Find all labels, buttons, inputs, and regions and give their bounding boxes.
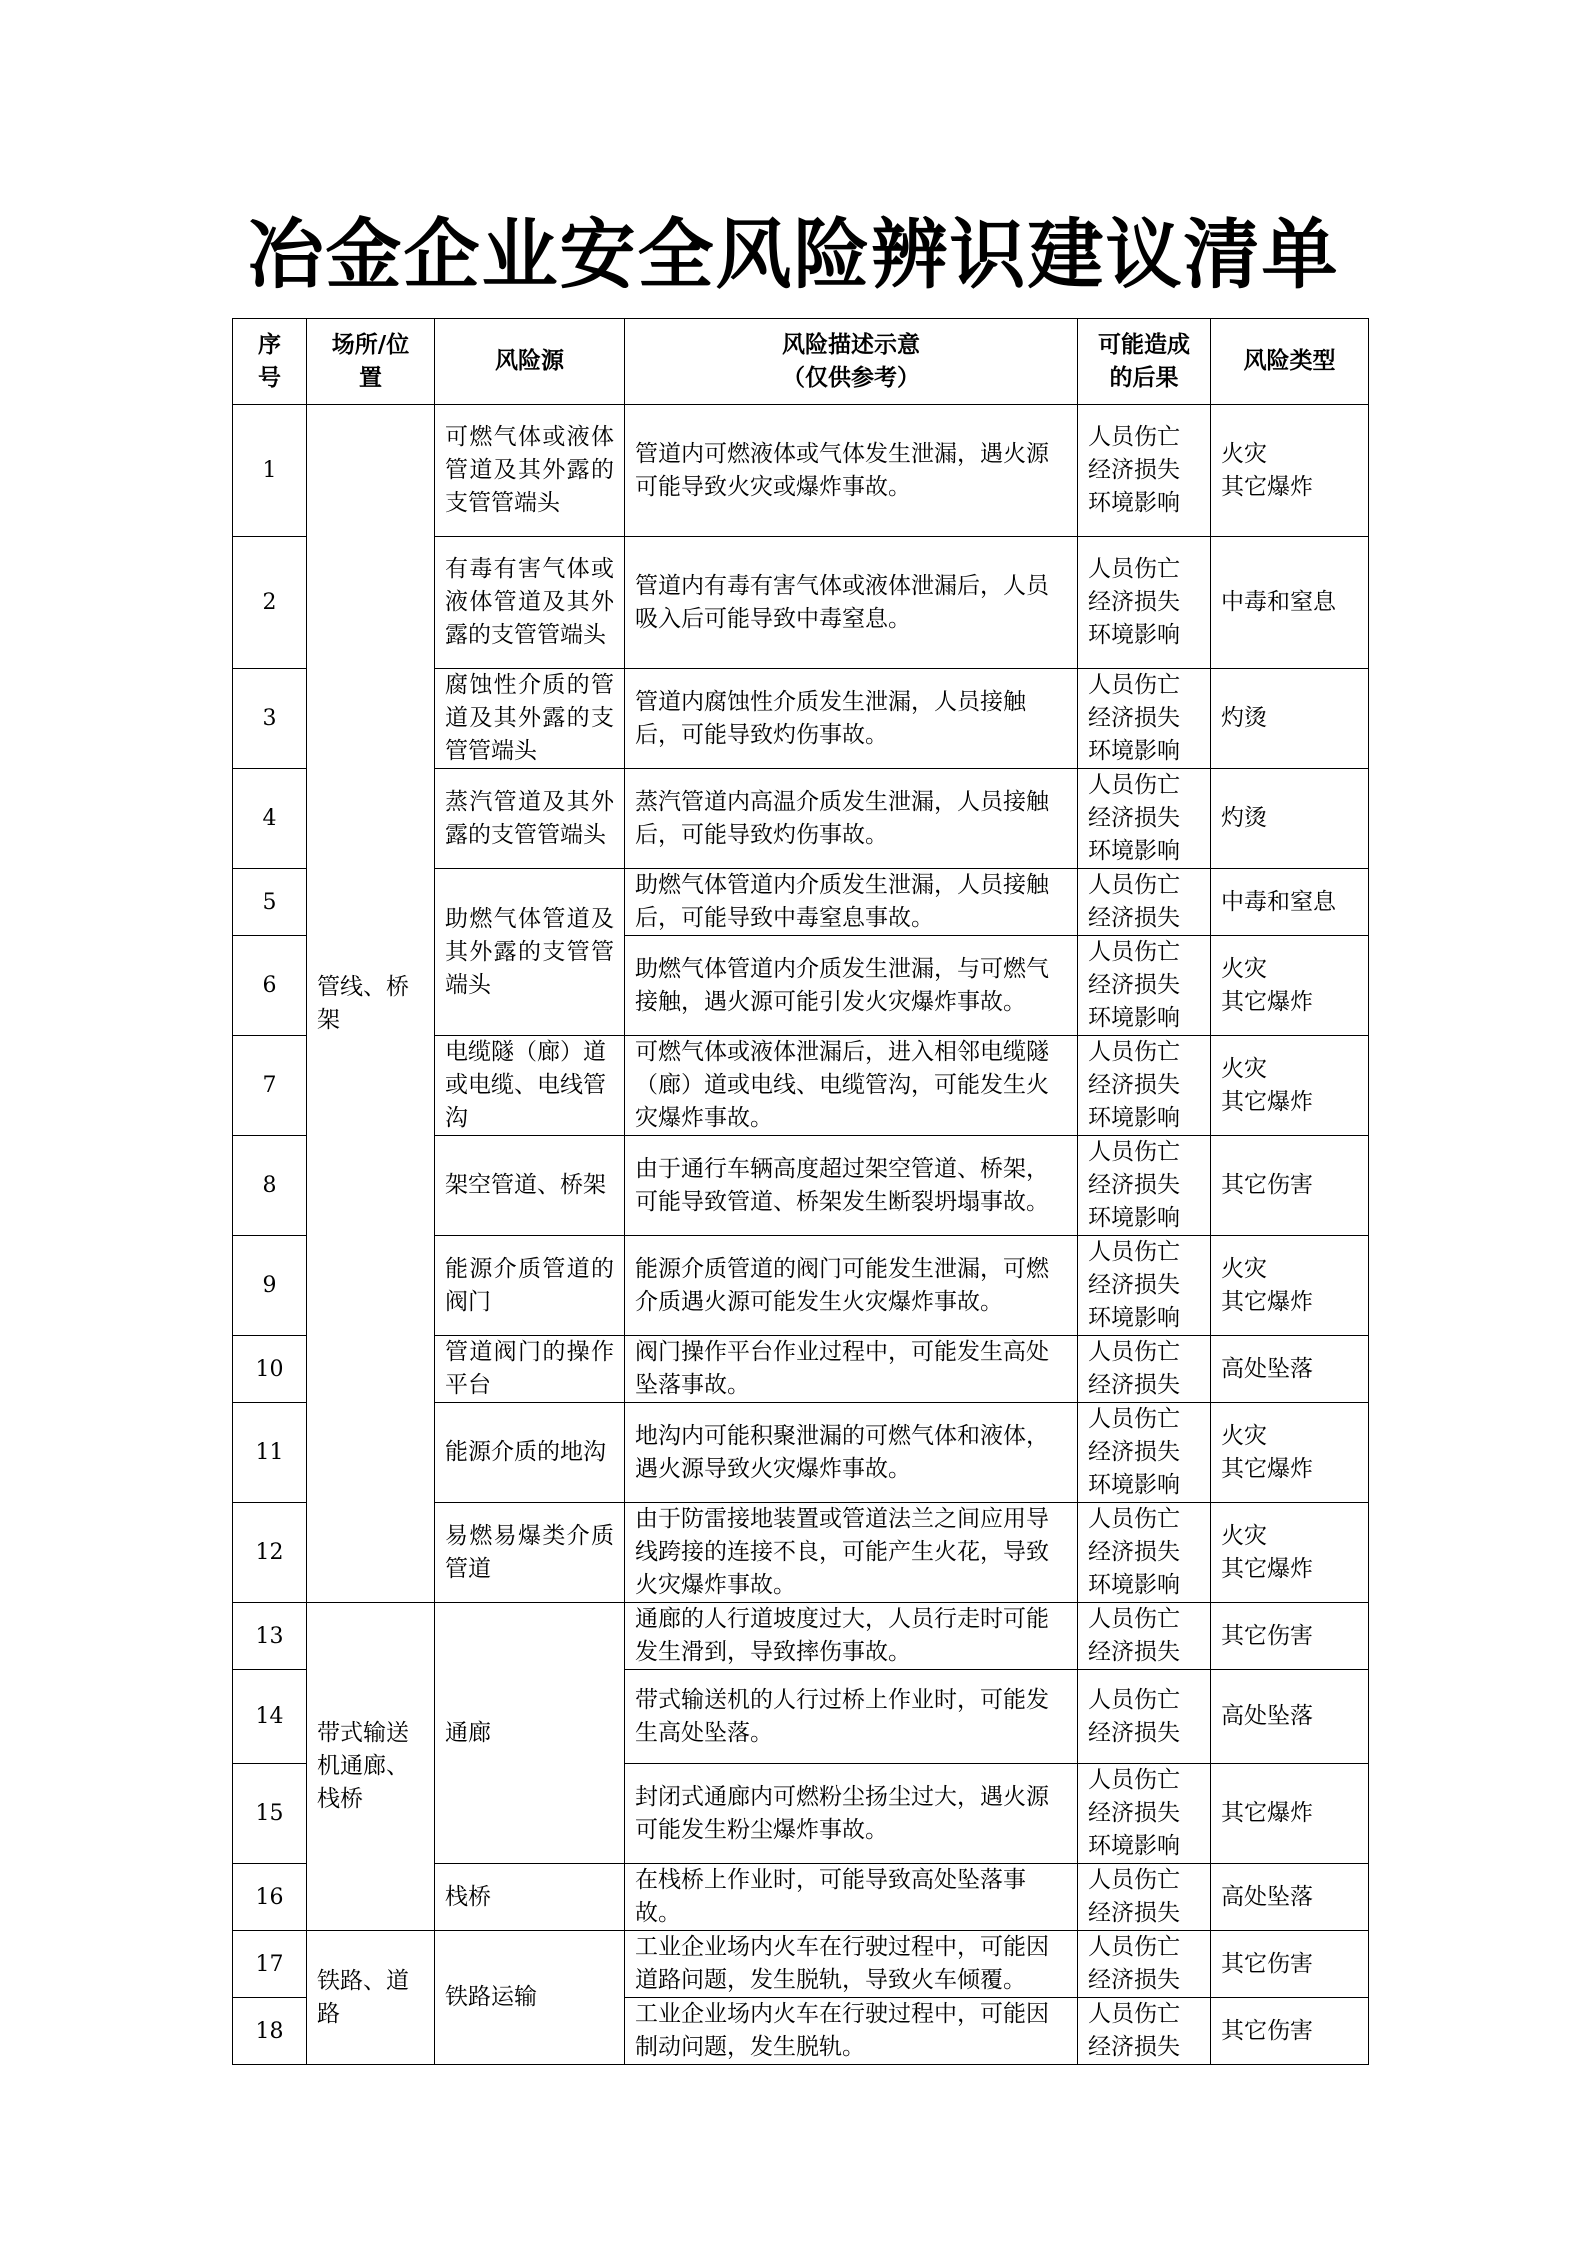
location-cell: 管线、桥架: [307, 405, 435, 1603]
consequence-cell: 人员伤亡 经济损失 环境影响: [1078, 669, 1211, 769]
header-seq: 序 号: [233, 319, 307, 405]
risk-description-cell: 在栈桥上作业时，可能导致高处坠落事故。: [625, 1864, 1078, 1931]
header-source: 风险源: [435, 319, 625, 405]
header-row: [233, 319, 1369, 405]
row-number: 8: [233, 1136, 307, 1236]
header-location: 场所/位 置: [307, 319, 435, 405]
risk-source-cell: 铁路运输: [435, 1931, 625, 2065]
risk-description-cell: 阀门操作平台作业过程中，可能发生高处坠落事故。: [625, 1336, 1078, 1403]
consequence-cell: 人员伤亡 经济损失 环境影响: [1078, 769, 1211, 869]
risk-type-cell: 其它伤害: [1211, 1603, 1369, 1670]
header-type: 风险类型: [1211, 319, 1369, 405]
risk-source-cell: 架空管道、桥架: [435, 1136, 625, 1236]
risk-description-cell: 工业企业场内火车在行驶过程中，可能因道路问题，发生脱轨，导致火车倾覆。: [625, 1931, 1078, 1998]
row-number: 14: [233, 1670, 307, 1764]
risk-type-cell: 灼烫: [1211, 769, 1369, 869]
risk-type-cell: 高处坠落: [1211, 1670, 1369, 1764]
row-number: 17: [233, 1931, 307, 1998]
risk-description-cell: 可燃气体或液体泄漏后，进入相邻电缆隧（廊）道或电线、电缆管沟，可能发生火灾爆炸事故。: [625, 1036, 1078, 1136]
risk-table: [232, 318, 1369, 2065]
risk-source-cell: 能源介质管道的阀门: [435, 1236, 625, 1336]
risk-type-cell: 其它爆炸: [1211, 1764, 1369, 1864]
risk-source-cell: 腐蚀性介质的管道及其外露的支管管端头: [435, 669, 625, 769]
risk-source-cell: 电缆隧（廊）道或电缆、电线管沟: [435, 1036, 625, 1136]
risk-description-cell: 封闭式通廊内可燃粉尘扬尘过大，遇火源可能发生粉尘爆炸事故。: [625, 1764, 1078, 1864]
header-consequence: 可能造成 的后果: [1078, 319, 1211, 405]
row-number: 13: [233, 1603, 307, 1670]
table-row: [233, 1931, 1369, 1998]
row-number: 4: [233, 769, 307, 869]
risk-description-cell: 工业企业场内火车在行驶过程中，可能因制动问题，发生脱轨。: [625, 1998, 1078, 2065]
risk-description-cell: 由于防雷接地装置或管道法兰之间应用导线跨接的连接不良，可能产生火花，导致火灾爆炸事故。: [625, 1503, 1078, 1603]
row-number: 9: [233, 1236, 307, 1336]
consequence-cell: 人员伤亡 经济损失 环境影响: [1078, 537, 1211, 669]
risk-type-cell: 火灾 其它爆炸: [1211, 936, 1369, 1036]
risk-source-cell: 蒸汽管道及其外露的支管管端头: [435, 769, 625, 869]
consequence-cell: 人员伤亡 经济损失 环境影响: [1078, 1136, 1211, 1236]
consequence-cell: 人员伤亡 经济损失 环境影响: [1078, 1503, 1211, 1603]
row-number: 16: [233, 1864, 307, 1931]
location-cell: 带式输送机通廊、栈桥: [307, 1603, 435, 1931]
risk-type-cell: 火灾 其它爆炸: [1211, 1403, 1369, 1503]
row-number: 7: [233, 1036, 307, 1136]
consequence-cell: 人员伤亡 经济损失: [1078, 1864, 1211, 1931]
risk-source-cell: 通廊: [435, 1603, 625, 1864]
risk-type-cell: 其它伤害: [1211, 1136, 1369, 1236]
risk-type-cell: 火灾 其它爆炸: [1211, 1036, 1369, 1136]
risk-source-cell: 管道阀门的操作平台: [435, 1336, 625, 1403]
page-title: 冶金企业安全风险辨识建议清单: [247, 210, 1340, 299]
risk-type-cell: 其它伤害: [1211, 1931, 1369, 1998]
risk-description-cell: 通廊的人行道坡度过大，人员行走时可能发生滑到，导致摔伤事故。: [625, 1603, 1078, 1670]
risk-description-cell: 能源介质管道的阀门可能发生泄漏，可燃介质遇火源可能发生火灾爆炸事故。: [625, 1236, 1078, 1336]
risk-type-cell: 火灾 其它爆炸: [1211, 405, 1369, 537]
row-number: 18: [233, 1998, 307, 2065]
consequence-cell: 人员伤亡 经济损失: [1078, 1998, 1211, 2065]
table-row: [233, 1603, 1369, 1670]
consequence-cell: 人员伤亡 经济损失: [1078, 1670, 1211, 1764]
risk-source-cell: 有毒有害气体或液体管道及其外露的支管管端头: [435, 537, 625, 669]
consequence-cell: 人员伤亡 经济损失 环境影响: [1078, 1236, 1211, 1336]
risk-description-cell: 地沟内可能积聚泄漏的可燃气体和液体，遇火源导致火灾爆炸事故。: [625, 1403, 1078, 1503]
risk-type-cell: 高处坠落: [1211, 1864, 1369, 1931]
risk-description-cell: 蒸汽管道内高温介质发生泄漏，人员接触后，可能导致灼伤事故。: [625, 769, 1078, 869]
risk-type-cell: 灼烫: [1211, 669, 1369, 769]
risk-description-cell: 助燃气体管道内介质发生泄漏，与可燃气接触，遇火源可能引发火灾爆炸事故。: [625, 936, 1078, 1036]
consequence-cell: 人员伤亡 经济损失 环境影响: [1078, 1036, 1211, 1136]
row-number: 11: [233, 1403, 307, 1503]
row-number: 10: [233, 1336, 307, 1403]
risk-type-cell: 高处坠落: [1211, 1336, 1369, 1403]
row-number: 6: [233, 936, 307, 1036]
risk-source-cell: 能源介质的地沟: [435, 1403, 625, 1503]
risk-description-cell: 带式输送机的人行过桥上作业时，可能发生高处坠落。: [625, 1670, 1078, 1764]
consequence-cell: 人员伤亡 经济损失 环境影响: [1078, 936, 1211, 1036]
consequence-cell: 人员伤亡 经济损失: [1078, 869, 1211, 936]
row-number: 12: [233, 1503, 307, 1603]
risk-type-cell: 其它伤害: [1211, 1998, 1369, 2065]
risk-description-cell: 管道内腐蚀性介质发生泄漏，人员接触后，可能导致灼伤事故。: [625, 669, 1078, 769]
location-cell: 铁路、道路: [307, 1931, 435, 2065]
header-description: 风险描述示意 （仅供参考）: [625, 319, 1078, 405]
risk-description-cell: 管道内可燃液体或气体发生泄漏，遇火源可能导致火灾或爆炸事故。: [625, 405, 1078, 537]
risk-description-cell: 管道内有毒有害气体或液体泄漏后，人员吸入后可能导致中毒窒息。: [625, 537, 1078, 669]
risk-type-cell: 火灾 其它爆炸: [1211, 1236, 1369, 1336]
risk-source-cell: 易燃易爆类介质管道: [435, 1503, 625, 1603]
risk-source-cell: 可燃气体或液体管道及其外露的支管管端头: [435, 405, 625, 537]
table-row: [233, 405, 1369, 537]
risk-type-cell: 中毒和窒息: [1211, 869, 1369, 936]
risk-description-cell: 助燃气体管道内介质发生泄漏，人员接触后，可能导致中毒窒息事故。: [625, 869, 1078, 936]
risk-type-cell: 火灾 其它爆炸: [1211, 1503, 1369, 1603]
row-number: 3: [233, 669, 307, 769]
row-number: 1: [233, 405, 307, 537]
risk-type-cell: 中毒和窒息: [1211, 537, 1369, 669]
consequence-cell: 人员伤亡 经济损失: [1078, 1931, 1211, 1998]
row-number: 2: [233, 537, 307, 669]
row-number: 5: [233, 869, 307, 936]
consequence-cell: 人员伤亡 经济损失: [1078, 1336, 1211, 1403]
consequence-cell: 人员伤亡 经济损失 环境影响: [1078, 405, 1211, 537]
risk-source-cell: 栈桥: [435, 1864, 625, 1931]
risk-description-cell: 由于通行车辆高度超过架空管道、桥架，可能导致管道、桥架发生断裂坍塌事故。: [625, 1136, 1078, 1236]
consequence-cell: 人员伤亡 经济损失: [1078, 1603, 1211, 1670]
risk-source-cell: 助燃气体管道及其外露的支管管端头: [435, 869, 625, 1036]
row-number: 15: [233, 1764, 307, 1864]
consequence-cell: 人员伤亡 经济损失 环境影响: [1078, 1764, 1211, 1864]
consequence-cell: 人员伤亡 经济损失 环境影响: [1078, 1403, 1211, 1503]
